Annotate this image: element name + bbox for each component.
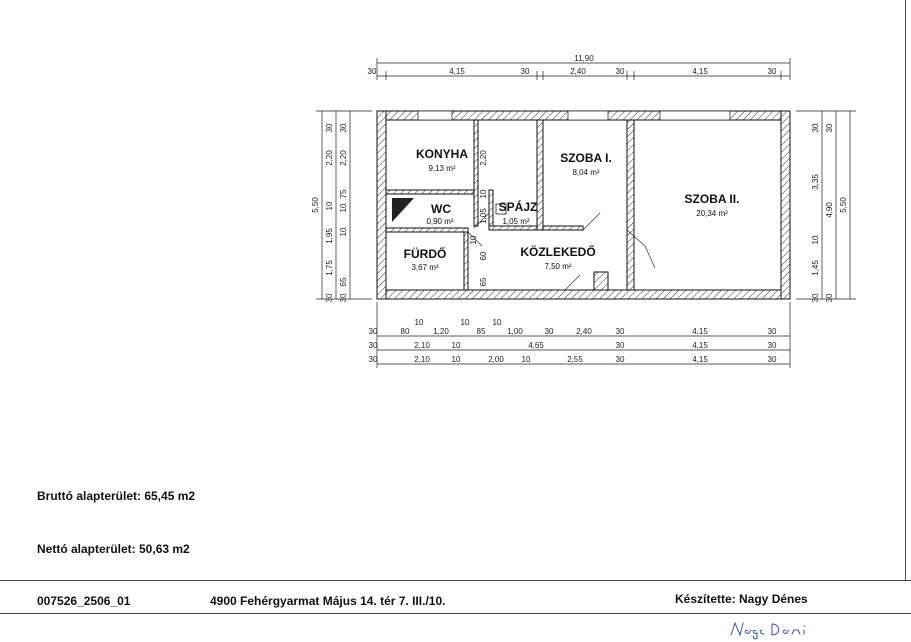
room-name-wc: WC: [431, 202, 451, 216]
dim-bottom-r3: 4,15: [692, 355, 708, 364]
dim-top-seg: 30: [367, 67, 377, 76]
dim-bottom-r2: 10: [451, 341, 461, 350]
dim-interior: 10: [479, 189, 488, 199]
net-area: Nettó alapterület: 50,63 m2: [37, 542, 190, 556]
room-name-kozlekedo: KÖZLEKEDŐ: [520, 245, 596, 259]
footer-divider-bottom: [0, 613, 911, 614]
room-labels: [404, 147, 740, 272]
dim-right-outer: 30: [825, 123, 834, 133]
dim-top-seg: 2,40: [570, 67, 586, 76]
dim-right-inner: 10: [811, 235, 820, 245]
dim-bottom-r1: 85: [476, 327, 486, 336]
dim-bottom-r3: 2,10: [414, 355, 430, 364]
dim-bottom-r3: 10: [521, 355, 531, 364]
right-dimensions: [796, 111, 856, 302]
wall-spajz-west: [489, 190, 493, 228]
dim-right-inner: 1,45: [811, 260, 820, 276]
signature: [728, 618, 818, 640]
wall-wc-fürdő: [386, 228, 468, 232]
top-dimensions: [368, 54, 790, 80]
dim-top-seg: 30: [520, 67, 530, 76]
dim-bottom-r1: 1,20: [433, 327, 449, 336]
dim-bottom-r1: 1,00: [507, 327, 523, 336]
address: 4900 Fehérgyarmat Május 14. tér 7. III./10.: [210, 594, 446, 608]
dim-bottom-r2: 4,65: [528, 341, 544, 350]
dim-left-outer: 30: [325, 123, 334, 133]
room-area-szoba2: 20,34 m²: [696, 209, 728, 218]
dim-left-inner: 65: [339, 277, 348, 287]
dim-right-outer: 30: [825, 293, 834, 303]
dim-left-outer: 2,20: [325, 150, 334, 166]
footer-divider-top: [0, 580, 911, 581]
dim-interior: 10: [469, 235, 478, 245]
project-code: 007526_2506_01: [37, 594, 131, 608]
dim-bottom-r1: 30: [544, 327, 554, 336]
room-name-spajz: SPÁJZ: [498, 200, 538, 214]
dim-bottom-r1: 2,40: [576, 327, 592, 336]
dim-right-inner: 3,35: [811, 174, 820, 190]
dim-bottom-small: 10: [414, 318, 424, 327]
dim-bottom-r1: 30: [368, 327, 378, 336]
dim-left-inner: 2,20: [339, 150, 348, 166]
dim-bottom-r2: 30: [368, 341, 378, 350]
wall-spajz-south: [489, 226, 537, 230]
dim-top-total: 11,90: [574, 54, 594, 63]
chimney: [594, 272, 608, 290]
dim-bottom-r3: 10: [451, 355, 461, 364]
dim-left-outer: 30: [325, 293, 334, 303]
dim-top-seg: 30: [615, 67, 625, 76]
wall-right: [781, 111, 790, 299]
room-area-wc: 0,90 m²: [426, 217, 454, 226]
wall-left: [377, 111, 386, 299]
dim-bottom-r3: 2,55: [567, 355, 583, 364]
wc-fixture: [392, 198, 414, 222]
dim-bottom-r3: 30: [368, 355, 378, 364]
dim-right-inner: 30: [811, 123, 820, 133]
dim-left-total: 5,50: [311, 197, 320, 213]
gross-area: Bruttó alapterület: 65,45 m2: [37, 489, 196, 503]
room-name-konyha: KONYHA: [415, 147, 469, 161]
dim-left-outer: 10: [325, 201, 334, 211]
room-name-furdo: FÜRDŐ: [403, 247, 447, 261]
dim-right-outer: 4,90: [825, 202, 834, 218]
room-area-furdo: 3,67 m²: [411, 263, 439, 272]
dim-bottom-r2: 30: [767, 341, 777, 350]
dim-bottom-small: 10: [460, 318, 470, 327]
wall-fürdő-east: [464, 232, 468, 290]
room-area-konyha: 9,13 m²: [428, 164, 456, 173]
dim-bottom-r2: 2,10: [414, 341, 430, 350]
wall-szoba1-west: [537, 120, 543, 230]
dim-interior: 60: [479, 251, 488, 261]
wall-szoba1-south: [543, 226, 583, 230]
dim-top-seg: 4,15: [449, 67, 465, 76]
dim-bottom-r1: 4,15: [692, 327, 708, 336]
wall-szoba2-west: [627, 120, 634, 290]
dim-interior: 65: [479, 277, 488, 287]
dim-left-inner: 75: [339, 189, 348, 199]
dim-left-outer: 1,95: [325, 228, 334, 244]
dim-bottom-r1: 30: [615, 327, 625, 336]
dim-bottom-r1: 30: [767, 327, 777, 336]
dim-bottom-r3: 30: [615, 355, 625, 364]
dim-right-total: 5,50: [839, 197, 848, 213]
dim-bottom-r3: 2,00: [488, 355, 504, 364]
dim-left-inner: 10: [339, 227, 348, 237]
wall-kitchen-south: [386, 190, 474, 194]
dim-interior: 2,20: [479, 150, 488, 166]
dim-bottom-small: 10: [492, 318, 502, 327]
dim-bottom-r3: 30: [767, 355, 777, 364]
dim-left-inner: 30: [339, 123, 348, 133]
wall-kitchen-east: [474, 120, 478, 226]
room-area-szoba1: 8,04 m²: [572, 168, 600, 177]
dim-left-inner: 30: [339, 293, 348, 303]
dim-left-inner: 10: [339, 203, 348, 213]
wall-bottom: [377, 290, 790, 299]
dim-bottom-r2: 30: [615, 341, 625, 350]
dim-top-seg: 4,15: [692, 67, 708, 76]
room-area-kozlekedo: 7,50 m²: [544, 262, 572, 271]
room-name-szoba1: SZOBA I.: [560, 151, 612, 165]
dim-right-inner: 30: [811, 293, 820, 303]
dim-left-outer: 1,75: [325, 260, 334, 276]
bottom-dimensions: [369, 302, 790, 368]
room-name-szoba2: SZOBA II.: [684, 192, 740, 206]
dim-bottom-r2: 4,15: [692, 341, 708, 350]
room-area-spajz: 1,05 m²: [502, 217, 530, 226]
left-dimensions: [311, 111, 372, 302]
dim-interior: 1,05: [479, 208, 488, 224]
author: Készítette: Nagy Dénes: [675, 592, 808, 606]
dim-top-seg: 30: [767, 67, 777, 76]
dim-bottom-r1: 80: [400, 327, 410, 336]
